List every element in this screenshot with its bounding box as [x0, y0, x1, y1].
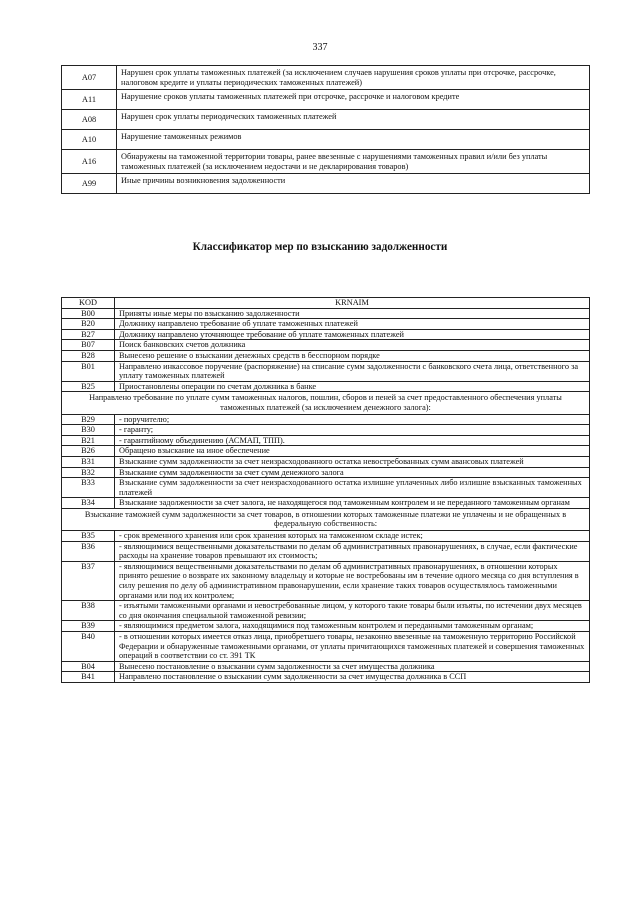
row-code: A16 [62, 150, 117, 174]
table-row [62, 350, 590, 361]
row-description: Приостановлены операции по счетам должника в банке [115, 381, 590, 392]
row-description: - срок временного хранения или срок хранения которых на таможенном складе истек; [115, 531, 590, 542]
row-description: Нарушен срок уплаты таможенных платежей (за исключением случаев нарушения сроков уплаты при отсрочке, рассрочке, налоговом кредите и уплаты периодических таможенных платежей) [117, 66, 590, 90]
row-description: Нарушение таможенных режимов [117, 130, 590, 150]
row-description: Направлено постановление о взыскании сумм задолженности за счет имущества должника в ССП [115, 672, 590, 683]
table-row [62, 531, 590, 542]
group-row [62, 392, 590, 414]
group-description: Взыскание таможней сумм задолженности за счет товаров, в отношении которых таможенные платежи не уплачены и не обращенных в федеральную собственность: [62, 508, 590, 530]
collection-measures-table [61, 297, 590, 683]
table-row [62, 425, 590, 436]
row-code: B39 [62, 621, 115, 632]
table-row [62, 150, 590, 174]
row-description: Взыскание сумм задолженности за счет неизрасходованного остатка излишне уплаченных либо излишне взысканных таможенных платежей [115, 478, 590, 498]
row-code: B04 [62, 661, 115, 672]
section-title: Классификатор мер по взысканию задолженности [192, 241, 448, 253]
row-code: B28 [62, 350, 115, 361]
row-code: B41 [62, 672, 115, 683]
row-code: B29 [62, 414, 115, 425]
row-code: A11 [62, 90, 117, 110]
row-description: Приняты иные меры по взысканию задолженности [115, 308, 590, 319]
table-row [62, 319, 590, 330]
header-kod: KOD [62, 298, 115, 309]
table-row [62, 130, 590, 150]
row-description: Нарушение сроков уплаты таможенных платежей при отсрочке, рассрочке и налоговом кредите [117, 90, 590, 110]
row-code: B38 [62, 601, 115, 621]
table-row [62, 329, 590, 340]
row-description: Обнаружены на таможенной территории товары, ранее ввезенные с нарушениями таможенных правил и/или без уплаты таможенных платежей (за исключением недостачи и не декларирования товаров) [117, 150, 590, 174]
row-description: - являющимися вещественными доказательствами по делам об административных правонарушениях, в случае, если фактические расходы на хранение товаров превышают их стоимость; [115, 541, 590, 561]
row-description: Вынесено постановление о взыскании сумм задолженности за счет имущества должника [115, 661, 590, 672]
row-description: - гаранту; [115, 425, 590, 436]
header-krnaim: KRNAIM [115, 298, 590, 309]
table-row [62, 561, 590, 600]
row-code: B01 [62, 361, 115, 381]
table-row [62, 174, 590, 194]
row-code: B30 [62, 425, 115, 436]
table-row [62, 435, 590, 446]
table-row [62, 414, 590, 425]
table-row [62, 632, 590, 662]
row-code: A99 [62, 174, 117, 194]
table-row [62, 446, 590, 457]
table-row [62, 308, 590, 319]
group-description: Направлено требование по уплате сумм таможенных налогов, пошлин, сборов и пеней за счет предоставленного обеспечения уплаты таможенных платежей (за исключением денежного залога): [62, 392, 590, 414]
table-row [62, 661, 590, 672]
table-row [62, 361, 590, 381]
table-row [62, 672, 590, 683]
row-code: B37 [62, 561, 115, 600]
row-description: Должнику направлено требование об уплате таможенных платежей [115, 319, 590, 330]
row-description: Нарушен срок уплаты периодических таможенных платежей [117, 110, 590, 130]
row-description: Взыскание сумм задолженности за счет сумм денежного залога [115, 467, 590, 478]
table-row [62, 90, 590, 110]
table-row [62, 66, 590, 90]
row-code: B33 [62, 478, 115, 498]
row-description: - изъятыми таможенными органами и невостребованные лицом, у которого такие товары были изъяты, по истечении двух месяцев со дня окончания специальной таможенной ревизии; [115, 601, 590, 621]
row-code: B26 [62, 446, 115, 457]
table-row [62, 456, 590, 467]
table-row [62, 621, 590, 632]
row-description: Взыскание сумм задолженности за счет неизрасходованного остатка невостребованных сумм авансовых платежей [115, 456, 590, 467]
table-row [62, 110, 590, 130]
row-description: Направлено инкассовое поручение (распоряжение) на списание сумм задолженности с банковского счета лица, ответственного за уплату таможенных платежей [115, 361, 590, 381]
row-code: B31 [62, 456, 115, 467]
row-description: Должнику направлено уточняющее требование об уплате таможенных платежей [115, 329, 590, 340]
group-row [62, 508, 590, 530]
row-code: A07 [62, 66, 117, 90]
row-description: Взыскание задолженности за счет залога, не находящегося под таможенным контролем и не переданного таможенным органам [115, 498, 590, 509]
table-row [62, 498, 590, 509]
row-code: B25 [62, 381, 115, 392]
table-row [62, 381, 590, 392]
row-description: - гарантийному объединению (АСМАП, ТПП). [115, 435, 590, 446]
row-code: B40 [62, 632, 115, 662]
row-description: - в отношении которых имеется отказ лица, приобретшего товары, незаконно ввезенные на таможенную территорию Российской Федерации и обнаруженные таможенными органами, от уплаты причитающихся таможенных платежей и совершения таможенных операций в соответствии со ст. 391 ТК [115, 632, 590, 662]
table-row [62, 340, 590, 351]
table-row [62, 601, 590, 621]
row-code: B32 [62, 467, 115, 478]
row-code: B27 [62, 329, 115, 340]
row-code: A08 [62, 110, 117, 130]
debt-reason-table [61, 65, 590, 194]
row-code: B34 [62, 498, 115, 509]
page-number: 337 [312, 42, 328, 53]
row-code: B21 [62, 435, 115, 446]
row-code: B35 [62, 531, 115, 542]
row-code: A10 [62, 130, 117, 150]
row-code: B20 [62, 319, 115, 330]
row-description: Обращено взыскание на иное обеспечение [115, 446, 590, 457]
row-description: - являющимися предметом залога, находящимися под таможенным контролем и переданными таможенным органам; [115, 621, 590, 632]
table-row [62, 478, 590, 498]
row-code: B07 [62, 340, 115, 351]
table-header-row [62, 298, 590, 309]
table-row [62, 467, 590, 478]
row-code: B36 [62, 541, 115, 561]
row-description: - являющимися вещественными доказательствами по делам об административных правонарушениях, в отношении которых принято решение о возврате их законному владельцу и которые не востребованы им в течение одного месяца со дня вступления в силу решения по делу об административном правонарушении, если хранение таких товаров осуществлялось таможенными органами или под их контролем; [115, 561, 590, 600]
row-code: B00 [62, 308, 115, 319]
table-row [62, 541, 590, 561]
row-description: - поручителю; [115, 414, 590, 425]
row-description: Иные причины возникновения задолженности [117, 174, 590, 194]
row-description: Вынесено решение о взыскании денежных средств в бесспорном порядке [115, 350, 590, 361]
row-description: Поиск банковских счетов должника [115, 340, 590, 351]
